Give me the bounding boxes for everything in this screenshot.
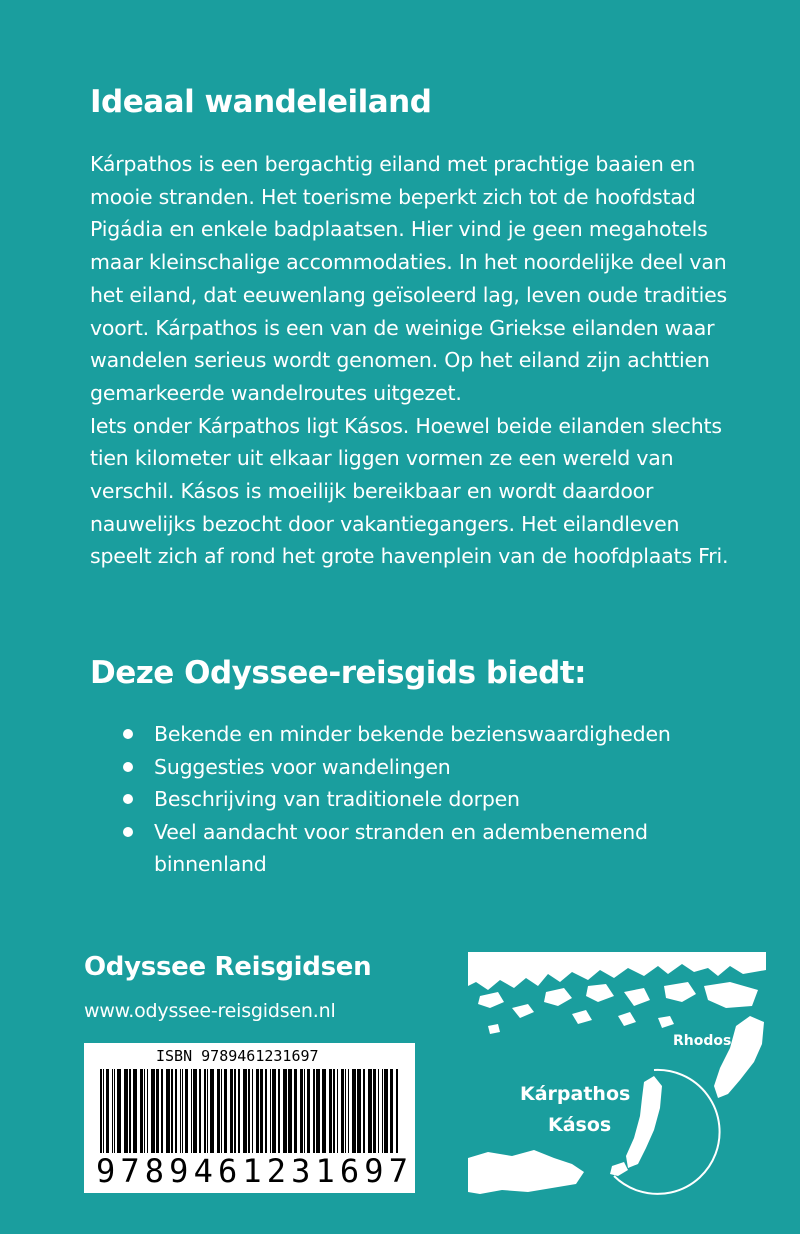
barcode-digit: 6 — [339, 1152, 360, 1190]
barcode-bar — [341, 1069, 344, 1153]
barcode-bar — [171, 1069, 173, 1153]
barcode-bar — [199, 1069, 201, 1153]
barcode-bar — [147, 1069, 148, 1153]
intro-paragraph-1: Kárpathos is een bergachtig eiland met prachtige baaien en mooie stranden. Het toerisme beperkt zich tot de hoofdstad Pigádia en enkele badplaatsen. Hier vind je geen megahotels maar kleinschalige accommodaties. In het noordelijke deel van het eiland, dat eeuwenlang geïsoleerd lag, leven oude tradities voort. Kárpathos is een van de weinige Griekse eilanden waar wandelen serieus wordt genomen. Op het eiland zijn achttien gemarkeerde wandelroutes uitgezet. — [90, 152, 728, 405]
barcode-bar — [316, 1069, 320, 1153]
barcode-digit: 8 — [144, 1152, 165, 1190]
barcode-digit: 4 — [193, 1152, 213, 1190]
barcode-bar — [124, 1069, 128, 1153]
intro-paragraph-2: Iets onder Kárpathos ligt Kásos. Hoewel beide eilanden slechts tien kilometer uit elkaar liggen vormen ze een wereld van verschil. Kásos is moeilijk bereikbaar en wordt daardoor nauwelijks bezocht door vakantiegangers. Het eilandleven speelt zich af rond het grote havenplein van de hoofdplaats Fri. — [90, 413, 729, 569]
barcode-bar — [384, 1069, 388, 1153]
barcode-bar — [256, 1069, 259, 1153]
feature-text: Suggesties voor wandelingen — [154, 754, 451, 779]
barcode-bar — [112, 1069, 113, 1153]
barcode-bar — [313, 1069, 315, 1153]
barcode-bar — [217, 1069, 220, 1153]
barcode-bar — [337, 1069, 338, 1153]
barcode-bar — [368, 1069, 372, 1153]
barcode-bar — [180, 1069, 181, 1153]
barcode-bar — [348, 1069, 349, 1153]
barcode-bar — [270, 1069, 271, 1153]
barcode-bar — [191, 1069, 192, 1153]
barcode-bar — [260, 1069, 263, 1153]
feature-text: Beschrijving van traditionele dorpen — [154, 787, 520, 811]
bullet-icon — [123, 762, 133, 772]
barcode-digit: 3 — [291, 1152, 311, 1190]
barcode-bar — [156, 1069, 159, 1153]
barcode-bar — [352, 1069, 356, 1153]
island-shape — [586, 984, 614, 1002]
barcode-bar — [382, 1069, 383, 1153]
barcode-bar — [252, 1069, 253, 1153]
barcode-bar — [175, 1069, 177, 1153]
map-label-kreta: Kreta — [488, 1160, 529, 1175]
intro-text — [90, 148, 740, 573]
island-shape — [544, 988, 572, 1006]
barcode-bar — [129, 1069, 131, 1153]
island-shape — [658, 1016, 674, 1028]
barcode-digit: 9 — [169, 1152, 189, 1190]
feature-item — [90, 816, 730, 881]
island-shape — [624, 988, 650, 1006]
island-shape — [664, 982, 696, 1002]
barcode-bar — [144, 1069, 145, 1153]
barcode-digit: 1 — [315, 1152, 335, 1190]
barcode-bar — [207, 1069, 208, 1153]
barcode-bar — [140, 1069, 143, 1153]
map-label-rhodos: Rhodos — [673, 1033, 732, 1049]
island-shape — [488, 1024, 500, 1034]
isbn-label: ISBN 9789461231697 — [156, 1047, 319, 1065]
feature-text: Veel aandacht voor stranden en adembenemend binnenland — [154, 819, 648, 876]
barcode-bar — [133, 1069, 137, 1153]
island-shape — [478, 992, 504, 1008]
barcode-digit: 2 — [266, 1152, 286, 1190]
barcode-bar — [322, 1069, 326, 1153]
barcode-digit: 7 — [388, 1152, 408, 1190]
barcode-bar — [193, 1069, 197, 1153]
rhodos-island-shape — [714, 1016, 764, 1098]
barcode-bar — [117, 1069, 121, 1153]
feature-text: Bekende en minder bekende bezienswaardigheden — [154, 722, 671, 746]
barcode-panel — [84, 1043, 415, 1193]
barcode-bar — [238, 1069, 240, 1153]
barcode-bar — [390, 1069, 393, 1153]
barcode-digit: 6 — [217, 1152, 238, 1190]
barcode-bar — [329, 1069, 332, 1153]
barcode-bar — [161, 1069, 163, 1153]
barcode-digit: 9 — [364, 1152, 384, 1190]
barcode-bar — [221, 1069, 222, 1153]
barcode-bar — [151, 1069, 155, 1153]
publisher-name: Odyssee Reisgidsen — [84, 952, 372, 982]
barcode-bar — [363, 1069, 365, 1153]
bullet-icon — [123, 827, 133, 837]
barcode-bar — [333, 1069, 335, 1153]
barcode-bar — [166, 1069, 170, 1153]
barcode-bar — [230, 1069, 233, 1153]
barcode-bar — [283, 1069, 287, 1153]
barcode-bar — [204, 1069, 206, 1153]
island-shape — [512, 1004, 534, 1018]
barcode-bar — [278, 1069, 280, 1153]
barcode-bar — [288, 1069, 292, 1153]
karpathos-island-shape — [626, 1076, 662, 1168]
bullet-icon — [123, 729, 133, 739]
feature-item — [90, 751, 730, 784]
barcode-bar — [345, 1069, 346, 1153]
barcode-digits — [96, 1153, 408, 1189]
barcode-bar — [248, 1069, 250, 1153]
barcode-digit: 9 — [96, 1152, 116, 1190]
bullet-icon — [123, 794, 133, 804]
barcode-bar — [396, 1069, 398, 1153]
island-shape — [572, 1010, 592, 1024]
barcode-bar — [378, 1069, 379, 1153]
map-label-karpathos: Kárpathos — [520, 1083, 631, 1105]
kasos-island-shape — [610, 1162, 628, 1176]
barcode-bar — [114, 1069, 115, 1153]
features-heading: Deze Odyssee-reisgids biedt: — [90, 655, 587, 691]
publisher-website: www.odyssee-reisgidsen.nl — [84, 1000, 336, 1022]
map-label-kasos: Kásos — [548, 1114, 612, 1136]
barcode-bar — [265, 1069, 267, 1153]
barcode-bar — [182, 1069, 183, 1153]
barcode-bar — [272, 1069, 276, 1153]
barcode-digit: 1 — [242, 1152, 262, 1190]
island-shape — [618, 1012, 636, 1026]
feature-item — [90, 783, 730, 816]
intro-heading: Ideaal wandeleiland — [90, 84, 432, 120]
barcode-digit: 7 — [120, 1152, 140, 1190]
feature-item — [90, 718, 730, 751]
barcode-bar — [243, 1069, 247, 1153]
barcode-bar — [224, 1069, 227, 1153]
barcode-bar — [210, 1069, 214, 1153]
barcode-bar — [294, 1069, 297, 1153]
barcode-bar — [234, 1069, 236, 1153]
barcode-bar — [185, 1069, 188, 1153]
barcode-bar — [373, 1069, 376, 1153]
features-list — [90, 718, 730, 881]
island-shape — [704, 982, 758, 1008]
barcode-bar — [357, 1069, 361, 1153]
